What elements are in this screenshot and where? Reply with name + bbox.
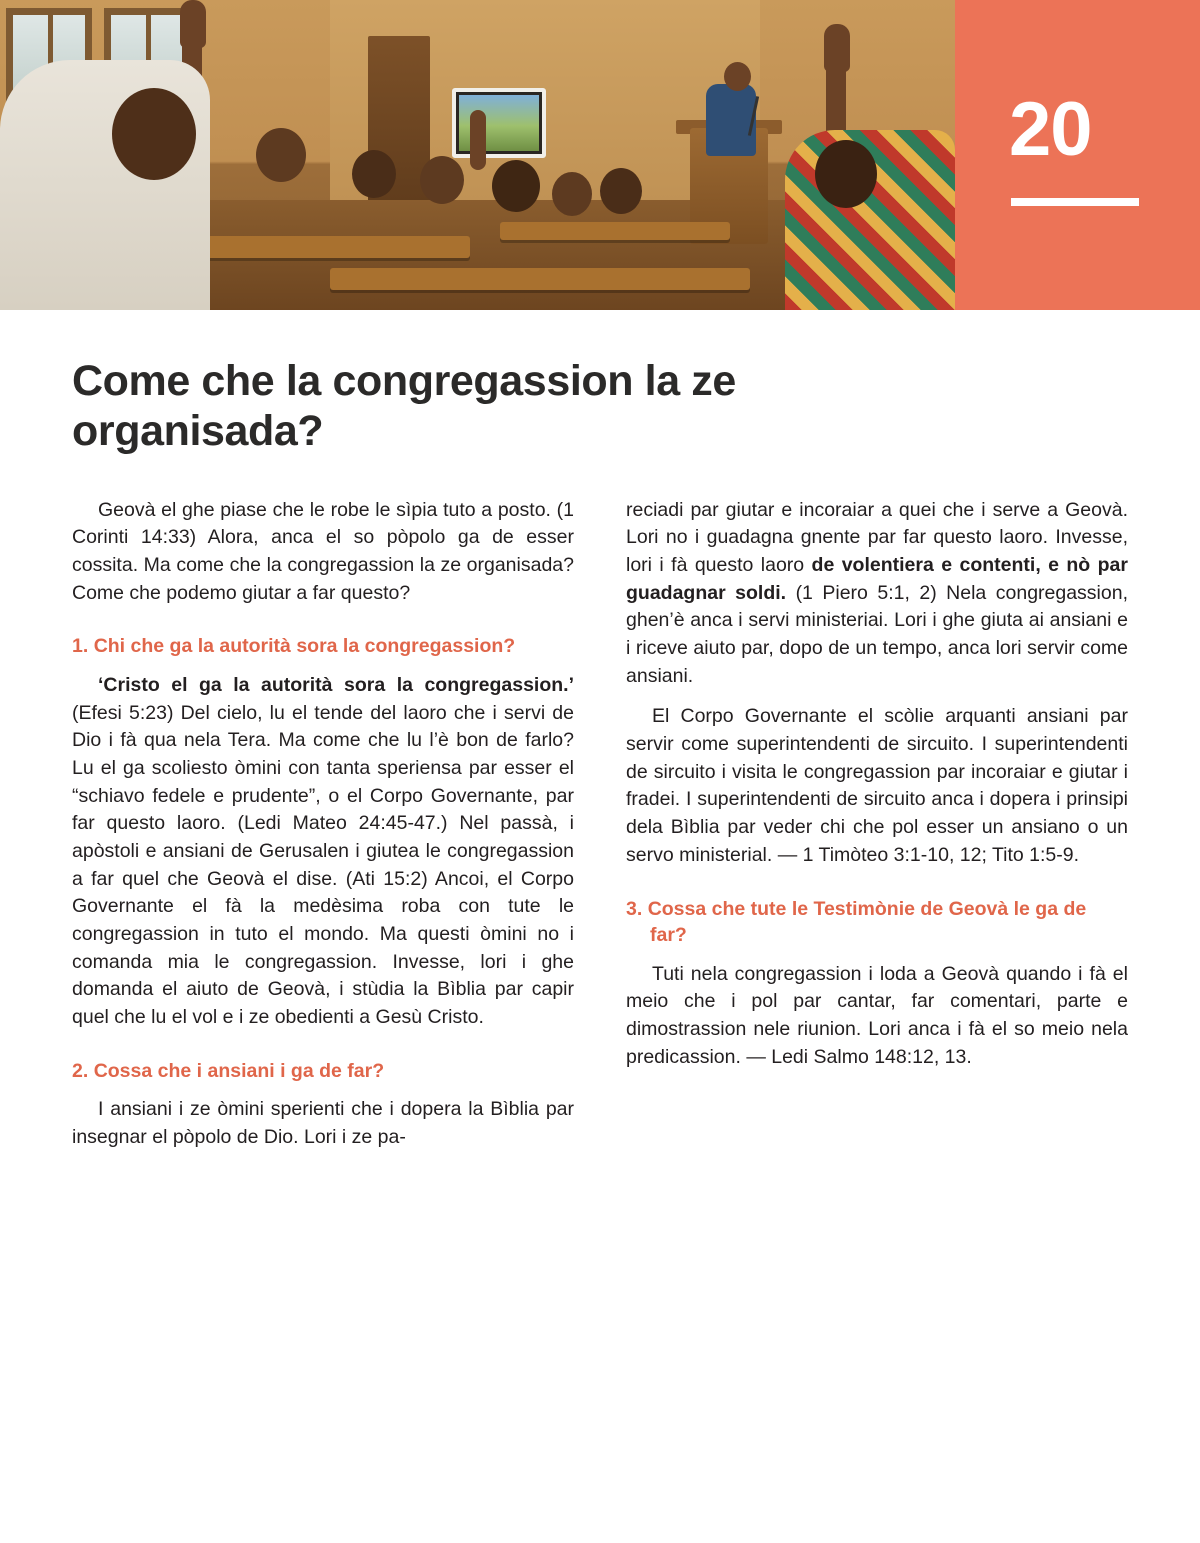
attendee-head [600,168,642,214]
section-heading-text-1: Chi che ga la autorità sora la congregassion? [93,635,516,658]
attendee-head [256,128,306,182]
intro-paragraph: Geovà el ghe piase che le robe le sìpia tuto a posto. (1 Corinti 14:33) Alora, anca el so pòpolo ga de esser cossita. Ma come che la congregassion la ze organisada? Come che podemo giutar a far questo? [72,498,574,604]
screen-icon [452,88,546,158]
section-number-2: 2. [72,1059,89,1082]
bench [330,268,750,290]
speaker-person [706,84,756,156]
section-2-body-bold: de volentiera e contenti, e nò par guadagnar soldi. [626,553,1128,604]
attendee-head [552,172,592,216]
section-2-paragraph-continued [626,497,1128,691]
section-1-paragraph [72,672,574,1032]
raised-hand-icon [824,24,850,72]
section-heading-1 [72,633,574,660]
section-3-paragraph: Tuti nela congregassion i loda a Geovà quando i fà el meio che i pol par cantar, far comentari, parte e dimostrassion nele riunion. Lori anca i fà el so meio nela predicassion. — Ledi Salmo 148:12, 13. [626,962,1128,1068]
congregation-meeting-illustration [0,0,955,310]
section-2-body-part2: (1 Piero 5:1, 2) Nela congregassion, ghen’è anca i servi ministeriai. Lori i ghe giuta ai ansiani e i riceve aiuto par, dopo de un tempo, anca lori servir come ansiani. [626,581,1129,687]
article-columns [72,497,1128,1165]
attendee-head [492,160,540,212]
section-heading-3 [626,896,1128,949]
article [0,356,1200,1165]
raised-hand-icon [180,0,206,48]
foreground-attendee-right-head [815,140,877,208]
bench [500,222,730,240]
section-2-paragraph-a [72,1096,574,1151]
speaker-head [724,62,751,91]
lesson-banner [0,0,1200,310]
section-number-3: 3. [626,897,643,920]
column-right [626,497,1128,1165]
lesson-number: 20 [1009,87,1092,172]
section-heading-2 [72,1058,574,1085]
lesson-number-block [955,0,1200,310]
section-2-body-part1-cont: reciadi par giutar e incoraiar a quei che i serve a Geovà. Lori no i guadagna gnente par far questo laoro. Invesse, lori i fà questo laoro [626,498,1128,576]
section-1-body: (Efesi 5:23) Del cielo, lu el tende del laoro che i servi de Dio i fà qua nela Tera. Ma come che lu l’è bon de farlo? Lu el ga scoliesto òmini con tanta speriensa par esser el “schiavo fedele e prudente”, o el Corpo Governante, par far questo laoro. (Ledi Mateo 24:45-47.) Nel passà, i apòstoli e ansiani de Gerusalen i giutea le congregassion a far quel che Geovà el dise. (Ati 15:2) Ancoi, el Corpo Governante el fà la medèsima roba con tute le congregassion in tuto el mondo. Ma questi òmini no i comanda mia le congregassion. Invesse, lori i ghe domanda el aiuto de Geovà, i stùdia la Bìblia par capir quel che lu el vol e i ze obedienti a Gesù Cristo. [72,701,574,1029]
section-heading-text-3: Cossa che tute le Testimònie de Geovà le ga de far? [647,897,1087,947]
foreground-attendee-left-head [112,88,196,180]
section-heading-text-2: Cossa che i ansiani i ga de far? [93,1059,385,1082]
attendee-head [420,156,464,204]
column-left [72,497,574,1165]
attendee-head [352,150,396,198]
section-number-1: 1. [72,635,89,658]
raised-arm [470,110,486,170]
page-title: Come che la congregassion la ze organisada? [72,357,736,456]
lesson-number-rule [1011,198,1139,206]
section-1-lead-bold: ‘Cristo el ga la autorità sora la congregassion.’ [98,673,574,696]
section-2-paragraph-b: El Corpo Governante el scòlie arquanti ansiani par servir come superintendenti de sircuito. I superintendenti de sircuito i visita le congregassion par incoraiar e giutar i fradei. I superintendenti de sircuito anca i dopera i prinsipi dela Bìblia par veder chi che pol esser un ansiano o un servo ministerial. — 1 Timòteo 3:1-10, 12; Tito 1:5-9. [626,705,1128,866]
section-2-body-part1: I ansiani i ze òmini sperienti che i dopera la Bìblia par insegnar el pòpolo de Dio. Lori i ze pa- [72,1098,574,1148]
